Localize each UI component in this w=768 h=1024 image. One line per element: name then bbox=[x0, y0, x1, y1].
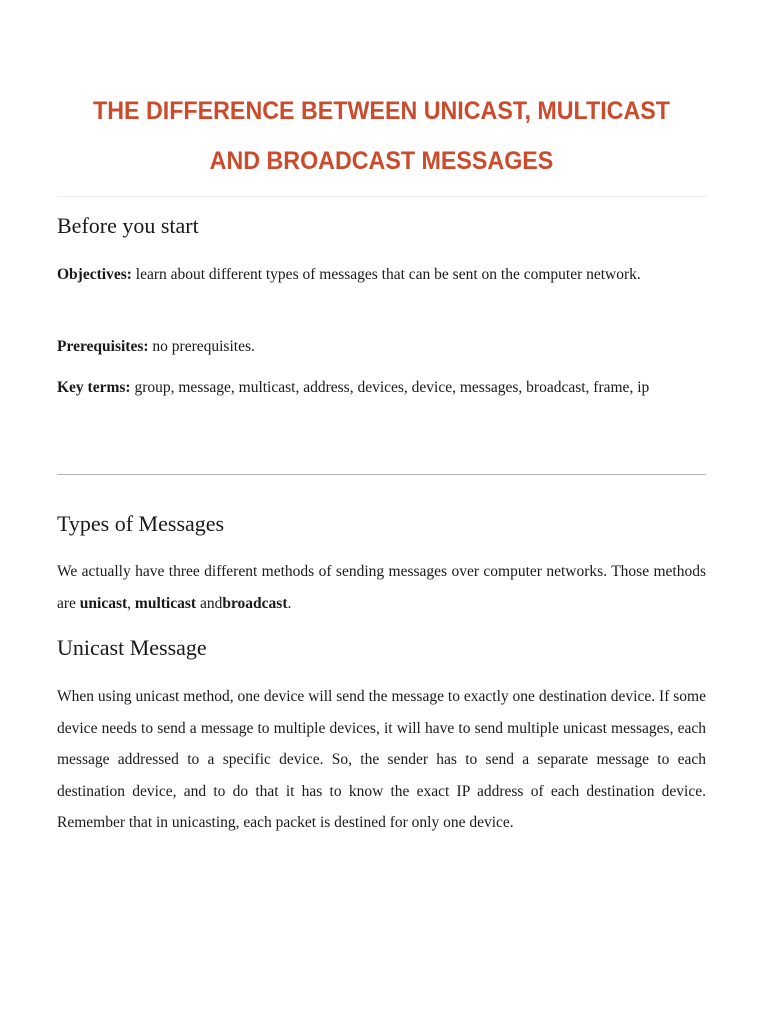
types-end-punct: . bbox=[287, 594, 292, 612]
section-divider bbox=[57, 474, 706, 475]
key-terms-paragraph bbox=[57, 372, 706, 404]
prerequisites-label: Prerequisites: bbox=[57, 338, 149, 355]
prerequisites-text: no prerequisites. bbox=[152, 338, 255, 355]
types-intro-text: We actually have three different methods of sending messages over computer networks. Those methods are bbox=[57, 563, 706, 612]
before-you-start-heading: Before you start bbox=[57, 213, 199, 238]
page-title-line-2: AND BROADCAST MESSAGES bbox=[209, 147, 554, 175]
term-multicast: multicast bbox=[134, 594, 197, 612]
objectives-text: learn about different types of messages that can be sent on the computer network. bbox=[135, 266, 641, 283]
term-broadcast: broadcast bbox=[222, 594, 288, 612]
term-separator-2: and bbox=[196, 594, 223, 612]
page-title bbox=[80, 86, 684, 186]
page-title-line-1: THE DIFFERENCE BETWEEN UNICAST, MULTICAST bbox=[93, 97, 670, 125]
key-terms-label: Key terms: bbox=[57, 379, 131, 396]
unicast-message-heading: Unicast Message bbox=[57, 635, 207, 660]
prerequisites-paragraph bbox=[57, 331, 706, 363]
types-of-messages-heading: Types of Messages bbox=[57, 511, 225, 536]
unicast-message-paragraph: When using unicast method, one device will send the message to exactly one destination device. If some device needs to send a message to multiple devices, it will have to send multiple unicast messages, each message addressed to a specific device. So, the sender has to send a separate message to each destination device, and to do that it has to know the exact IP address of each destination device. Remember that in unicasting, each packet is destined for only one device. bbox=[57, 688, 706, 831]
term-separator-1: , bbox=[127, 594, 135, 612]
title-divider bbox=[57, 196, 706, 197]
objectives-label: Objectives: bbox=[57, 266, 132, 283]
key-terms-text: group, message, multicast, address, devices, device, messages, broadcast, frame, ip bbox=[134, 379, 650, 396]
types-of-messages-paragraph bbox=[57, 556, 706, 619]
objectives-paragraph bbox=[57, 259, 706, 291]
term-unicast: unicast bbox=[79, 594, 128, 612]
